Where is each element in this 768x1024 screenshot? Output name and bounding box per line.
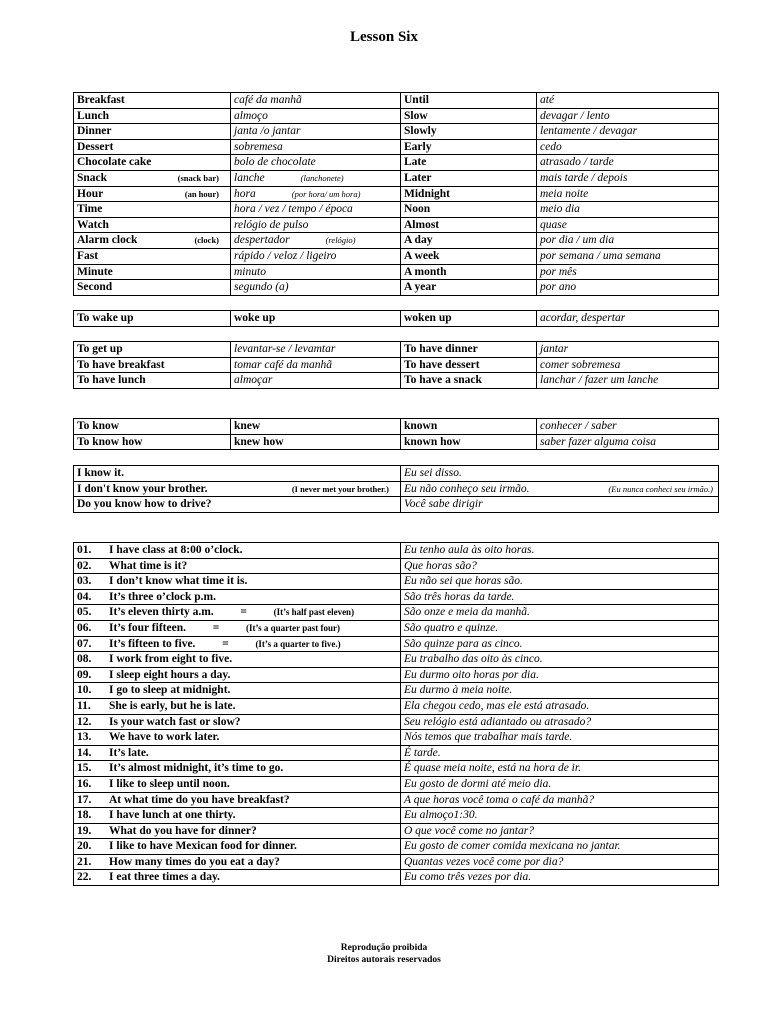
sentence-english bbox=[74, 854, 401, 870]
verb-participle: woken up bbox=[401, 311, 537, 327]
vocab-english bbox=[74, 264, 231, 280]
sentence-english bbox=[74, 808, 401, 824]
example-portuguese-text: Eu sei disso. bbox=[404, 467, 462, 479]
sentence-english bbox=[74, 870, 401, 886]
verb-participle: known how bbox=[401, 434, 537, 450]
table-row bbox=[74, 93, 719, 109]
sentence-number: 08. bbox=[77, 653, 92, 666]
table-row bbox=[74, 605, 719, 621]
sentence-english-text: I go to sleep at midnight. bbox=[109, 684, 231, 697]
footer-line-2: Direitos autorais reservados bbox=[327, 955, 441, 965]
sentence-english-text: I don’t know what time it is. bbox=[109, 575, 248, 588]
sentence-number: 10. bbox=[77, 684, 92, 697]
sentence-english bbox=[74, 667, 401, 683]
sentence-english bbox=[74, 776, 401, 792]
verb-translation: conhecer / saber bbox=[537, 419, 719, 435]
table-row bbox=[74, 776, 719, 792]
sentence-number: 02. bbox=[77, 559, 92, 572]
sentence-english bbox=[74, 714, 401, 730]
vocab-portuguese bbox=[231, 186, 401, 202]
vocab-english-2: Almost bbox=[401, 217, 537, 233]
vocab-english-word: Time bbox=[77, 203, 103, 216]
vocab-portuguese-2: quase bbox=[537, 217, 719, 233]
sentence-english-text: It’s four fifteen. bbox=[109, 621, 186, 634]
page-title: Lesson Six bbox=[350, 29, 418, 45]
vocab-english bbox=[74, 233, 231, 249]
sentence-english bbox=[74, 574, 401, 590]
vocab-portuguese-note: (lanchonete) bbox=[300, 172, 344, 183]
sentence-number: 13. bbox=[77, 731, 92, 744]
vocab-english-2: Late bbox=[401, 155, 537, 171]
table-row bbox=[74, 124, 719, 140]
example-english-text: I don't know your brother. bbox=[77, 482, 208, 495]
vocab-portuguese bbox=[231, 248, 401, 264]
vocab-english-2: Until bbox=[401, 93, 537, 109]
sentence-number: 04. bbox=[77, 590, 92, 603]
vocab-portuguese bbox=[231, 108, 401, 124]
sentence-portuguese: O que você come no jantar? bbox=[401, 823, 719, 839]
sentence-english bbox=[74, 698, 401, 714]
vocab-english-2: Early bbox=[401, 139, 537, 155]
sentence-english-text: She is early, but he is late. bbox=[109, 699, 236, 712]
sentence-english bbox=[74, 620, 401, 636]
sentence-english-text: What time is it? bbox=[109, 559, 188, 572]
phrase-english-2: To have dinner bbox=[401, 342, 537, 358]
vocab-portuguese-word: lanche bbox=[234, 171, 265, 184]
vocab-portuguese-2: mais tarde / depois bbox=[537, 170, 719, 186]
table-row bbox=[74, 870, 719, 886]
table-row bbox=[74, 170, 719, 186]
example-english bbox=[74, 481, 401, 497]
sentence-english bbox=[74, 745, 401, 761]
sentence-portuguese: Ela chegou cedo, mas ele está atrasado. bbox=[401, 698, 719, 714]
vocab-english-2: Noon bbox=[401, 202, 537, 218]
table-row bbox=[74, 574, 719, 590]
phrase-portuguese-2: jantar bbox=[537, 342, 719, 358]
vocab-english-2: Slowly bbox=[401, 124, 537, 140]
vocab-english-2: Midnight bbox=[401, 186, 537, 202]
examples-table bbox=[73, 465, 719, 513]
know-table bbox=[73, 418, 719, 450]
table-row bbox=[74, 745, 719, 761]
table-row bbox=[74, 667, 719, 683]
vocab-portuguese bbox=[231, 155, 401, 171]
phrases-table bbox=[73, 341, 719, 389]
vocab-portuguese-word: café da manhã bbox=[234, 94, 302, 106]
sentence-english-text: I like to have Mexican food for dinner. bbox=[109, 840, 297, 853]
vocab-english bbox=[74, 108, 231, 124]
sentence-english bbox=[74, 543, 401, 559]
verb-translation: acordar, despertar bbox=[537, 311, 719, 327]
vocab-portuguese bbox=[231, 264, 401, 280]
table-row bbox=[74, 108, 719, 124]
vocab-english-word: Breakfast bbox=[77, 94, 125, 106]
vocab-portuguese bbox=[231, 93, 401, 109]
vocab-english-word: Fast bbox=[77, 249, 99, 262]
vocab-english bbox=[74, 186, 231, 202]
table-row bbox=[74, 543, 719, 559]
example-portuguese bbox=[401, 481, 719, 497]
vocab-portuguese-2: meia noite bbox=[537, 186, 719, 202]
example-english-text: I know it. bbox=[77, 467, 124, 479]
phrase-portuguese: tomar café da manhã bbox=[231, 357, 401, 373]
vocab-portuguese-2: devagar / lento bbox=[537, 108, 719, 124]
table-row bbox=[74, 823, 719, 839]
table-row bbox=[74, 792, 719, 808]
vocab-english bbox=[74, 202, 231, 218]
sentence-english-text: At what time do you have breakfast? bbox=[109, 793, 290, 806]
vocab-english-word: Lunch bbox=[77, 109, 109, 122]
vocab-portuguese-word: despertador bbox=[234, 234, 290, 247]
vocab-portuguese-2: até bbox=[537, 93, 719, 109]
vocab-english-2: A year bbox=[401, 280, 537, 296]
sentence-english-text: I have lunch at one thirty. bbox=[109, 809, 236, 822]
sentence-portuguese: São quinze para as cinco. bbox=[401, 636, 719, 652]
table-row bbox=[74, 620, 719, 636]
phrase-portuguese-2: comer sobremesa bbox=[537, 357, 719, 373]
phrase-english-2: To have dessert bbox=[401, 357, 537, 373]
vocab-english-word: Minute bbox=[77, 265, 113, 278]
table-row bbox=[74, 558, 719, 574]
footer bbox=[0, 942, 768, 966]
vocab-portuguese-word: bolo de chocolate bbox=[234, 156, 316, 169]
sentence-number: 15. bbox=[77, 762, 92, 775]
vocab-portuguese-word: sobremesa bbox=[234, 140, 283, 153]
sentence-english-text: It’s eleven thirty a.m. bbox=[109, 606, 214, 619]
vocab-portuguese-word: janta /o jantar bbox=[234, 125, 301, 138]
sentence-english bbox=[74, 605, 401, 621]
example-portuguese bbox=[401, 497, 719, 513]
table-row bbox=[74, 683, 719, 699]
vocab-english bbox=[74, 217, 231, 233]
table-row bbox=[74, 589, 719, 605]
sentence-english-text: I sleep eight hours a day. bbox=[109, 668, 231, 681]
vocab-portuguese bbox=[231, 217, 401, 233]
phrase-portuguese-2: lanchar / fazer um lanche bbox=[537, 373, 719, 389]
vocab-portuguese bbox=[231, 202, 401, 218]
vocab-english-word: Dessert bbox=[77, 140, 114, 153]
sentence-english-text: It’s late. bbox=[109, 746, 149, 759]
vocab-portuguese-word: rápido / veloz / ligeiro bbox=[234, 249, 337, 262]
sentence-number: 11. bbox=[77, 699, 91, 712]
vocab-portuguese bbox=[231, 233, 401, 249]
equals-sign: = bbox=[222, 637, 229, 650]
sentence-english-text: I work from eight to five. bbox=[109, 653, 233, 666]
sentence-english-text: How many times do you eat a day? bbox=[109, 855, 280, 868]
sentences-table bbox=[73, 542, 719, 886]
vocab-portuguese bbox=[231, 139, 401, 155]
vocab-english-word: Dinner bbox=[77, 125, 112, 138]
vocab-english bbox=[74, 170, 231, 186]
sentence-number: 06. bbox=[77, 621, 92, 634]
vocab-portuguese-word: minuto bbox=[234, 265, 266, 278]
sentence-number: 05. bbox=[77, 606, 92, 619]
table-row bbox=[74, 434, 719, 450]
vocab-english-note: (clock) bbox=[194, 235, 219, 246]
sentence-english-text: I like to sleep until noon. bbox=[109, 777, 230, 790]
vocab-english-note: (an hour) bbox=[184, 188, 219, 199]
vocab-portuguese bbox=[231, 170, 401, 186]
table-row bbox=[74, 202, 719, 218]
sentence-portuguese: Quantas vezes você come por dia? bbox=[401, 854, 719, 870]
sentence-english bbox=[74, 652, 401, 668]
vocab-table bbox=[73, 92, 719, 296]
table-row bbox=[74, 761, 719, 777]
verb-past: knew how bbox=[231, 434, 401, 450]
vocab-english-2: A month bbox=[401, 264, 537, 280]
vocab-portuguese bbox=[231, 124, 401, 140]
verb-base: To wake up bbox=[74, 311, 231, 327]
sentence-number: 22. bbox=[77, 871, 92, 884]
sentence-number: 01. bbox=[77, 544, 92, 556]
sentence-english bbox=[74, 589, 401, 605]
sentence-number: 21. bbox=[77, 855, 92, 868]
vocab-english bbox=[74, 124, 231, 140]
vocab-portuguese-word: hora / vez / tempo / época bbox=[234, 203, 353, 216]
vocab-english-2: A week bbox=[401, 248, 537, 264]
table-row bbox=[74, 636, 719, 652]
vocab-portuguese-2: por mês bbox=[537, 264, 719, 280]
verb-past: knew bbox=[231, 419, 401, 435]
verb-translation: saber fazer alguma coisa bbox=[537, 434, 719, 450]
vocab-portuguese-note: (relógio) bbox=[325, 235, 356, 246]
table-row bbox=[74, 808, 719, 824]
vocab-portuguese-word: hora bbox=[234, 187, 256, 200]
example-portuguese-note: (Eu nunca conheci seu irmão.) bbox=[608, 483, 713, 494]
equals-sign: = bbox=[212, 621, 220, 634]
vocab-english bbox=[74, 139, 231, 155]
verb-base: To know how bbox=[74, 434, 231, 450]
table-row bbox=[74, 466, 719, 482]
sentence-english-text: It’s three o’clock p.m. bbox=[109, 590, 216, 603]
sentence-number: 16. bbox=[77, 777, 92, 790]
table-row bbox=[74, 839, 719, 855]
phrase-english: To have lunch bbox=[74, 373, 231, 389]
vocab-english-note: (snack bar) bbox=[177, 172, 219, 183]
sentence-english-text: Is your watch fast or slow? bbox=[109, 715, 241, 728]
table-row bbox=[74, 155, 719, 171]
sentence-portuguese: Que horas são? bbox=[401, 558, 719, 574]
sentence-number: 12. bbox=[77, 715, 92, 728]
vocab-english-2: A day bbox=[401, 233, 537, 249]
table-row bbox=[74, 652, 719, 668]
sentence-portuguese: Eu gosto de dormi até meio dia. bbox=[401, 776, 719, 792]
phrase-english: To have breakfast bbox=[74, 357, 231, 373]
table-row bbox=[74, 481, 719, 497]
sentence-number: 18. bbox=[77, 809, 92, 822]
vocab-english bbox=[74, 155, 231, 171]
sentence-number: 07. bbox=[77, 637, 92, 650]
sentence-number: 09. bbox=[77, 668, 92, 681]
table-row bbox=[74, 419, 719, 435]
sentence-english-text: I have class at 8:00 o’clock. bbox=[109, 544, 243, 556]
vocab-portuguese-word: relógio de pulso bbox=[234, 218, 309, 231]
vocab-portuguese bbox=[231, 280, 401, 296]
vocab-portuguese-word: segundo (a) bbox=[234, 281, 289, 294]
sentence-english bbox=[74, 839, 401, 855]
example-portuguese-text: Eu não conheço seu irmão. bbox=[404, 482, 530, 495]
sentence-portuguese: Seu relógio está adiantado ou atrasado? bbox=[401, 714, 719, 730]
table-row bbox=[74, 373, 719, 389]
sentence-portuguese: Eu almoço1:30. bbox=[401, 808, 719, 824]
sentence-english bbox=[74, 683, 401, 699]
sentence-number: 17. bbox=[77, 793, 92, 806]
table-row bbox=[74, 854, 719, 870]
sentence-portuguese: A que horas você toma o café da manhã? bbox=[401, 792, 719, 808]
example-english bbox=[74, 466, 401, 482]
phrase-portuguese: almoçar bbox=[231, 373, 401, 389]
wake-up-table bbox=[73, 310, 719, 327]
table-row bbox=[74, 730, 719, 746]
vocab-portuguese-2: por ano bbox=[537, 280, 719, 296]
verb-base: To know bbox=[74, 419, 231, 435]
sentence-portuguese: Eu trabalho das oito às cinco. bbox=[401, 652, 719, 668]
sentence-english bbox=[74, 761, 401, 777]
sentence-portuguese: Eu durmo oito horas por dia. bbox=[401, 667, 719, 683]
example-english bbox=[74, 497, 401, 513]
vocab-english-word: Chocolate cake bbox=[77, 156, 152, 169]
phrase-english: To get up bbox=[74, 342, 231, 358]
vocab-portuguese-2: por dia / um dia bbox=[537, 233, 719, 249]
sentence-english-text: We have to work later. bbox=[109, 731, 220, 744]
table-row bbox=[74, 248, 719, 264]
sentence-number: 14. bbox=[77, 746, 92, 759]
phrase-english-2: To have a snack bbox=[401, 373, 537, 389]
sentence-portuguese: Eu gosto de comer comida mexicana no jantar. bbox=[401, 839, 719, 855]
vocab-portuguese-note: (por hora/ um hora) bbox=[291, 188, 361, 199]
table-row bbox=[74, 497, 719, 513]
vocab-portuguese-word: almoço bbox=[234, 109, 268, 122]
sentence-portuguese: É quase meia noite, está na hora de ir. bbox=[401, 761, 719, 777]
sentence-portuguese: Eu como três vezes por dia. bbox=[401, 870, 719, 886]
vocab-portuguese-2: cedo bbox=[537, 139, 719, 155]
sentence-english bbox=[74, 730, 401, 746]
vocab-english bbox=[74, 248, 231, 264]
sentence-english bbox=[74, 792, 401, 808]
vocab-english-word: Hour bbox=[77, 187, 104, 200]
table-row bbox=[74, 357, 719, 373]
table-row bbox=[74, 233, 719, 249]
sentence-note: (It’s a quarter past four) bbox=[245, 622, 340, 633]
sentence-english-text: I eat three times a day. bbox=[109, 871, 220, 884]
sentence-note: (It’s half past eleven) bbox=[273, 607, 355, 618]
vocab-portuguese-2: atrasado / tarde bbox=[537, 155, 719, 171]
sentence-english-text: What do you have for dinner? bbox=[109, 824, 257, 837]
vocab-english-word: Watch bbox=[77, 218, 109, 231]
sentence-portuguese: Eu tenho aula às oito horas. bbox=[401, 543, 719, 559]
vocab-english bbox=[74, 280, 231, 296]
vocab-english-word: Alarm clock bbox=[77, 234, 138, 247]
sentence-english bbox=[74, 636, 401, 652]
vocab-english-2: Later bbox=[401, 170, 537, 186]
sentence-portuguese: É tarde. bbox=[401, 745, 719, 761]
example-english-text: Do you know how to drive? bbox=[77, 498, 212, 511]
example-portuguese-text: Você sabe dirigir bbox=[404, 498, 483, 511]
table-row bbox=[74, 342, 719, 358]
footer-line-1: Reprodução proibida bbox=[340, 943, 428, 953]
sentence-english-text: It’s almost midnight, it’s time to go. bbox=[109, 762, 284, 775]
sentence-english bbox=[74, 823, 401, 839]
sentence-number: 20. bbox=[77, 840, 92, 853]
example-portuguese bbox=[401, 466, 719, 482]
table-row bbox=[74, 280, 719, 296]
table-row bbox=[74, 186, 719, 202]
verb-past: woke up bbox=[231, 311, 401, 327]
example-english-note: (I never met your brother.) bbox=[291, 483, 389, 494]
vocab-english-word: Snack bbox=[77, 171, 108, 184]
vocab-portuguese-2: por semana / uma semana bbox=[537, 248, 719, 264]
sentence-portuguese: São onze e meia da manhã. bbox=[401, 605, 719, 621]
vocab-english-2: Slow bbox=[401, 108, 537, 124]
sentence-portuguese: São três horas da tarde. bbox=[401, 589, 719, 605]
vocab-english bbox=[74, 93, 231, 109]
sentence-portuguese: Eu não sei que horas são. bbox=[401, 574, 719, 590]
sentence-portuguese: Eu durmo à meia noite. bbox=[401, 683, 719, 699]
phrase-portuguese: levantar-se / levamtar bbox=[231, 342, 401, 358]
table-row bbox=[74, 217, 719, 233]
sentence-note: (It’s a quarter to five.) bbox=[255, 638, 341, 649]
sentence-english-text: It’s fifteen to five. bbox=[109, 637, 196, 650]
table-row bbox=[74, 139, 719, 155]
table-row bbox=[74, 698, 719, 714]
vocab-portuguese-2: lentamente / devagar bbox=[537, 124, 719, 140]
table-row bbox=[74, 714, 719, 730]
sentence-english bbox=[74, 558, 401, 574]
table-row bbox=[74, 264, 719, 280]
vocab-english-word: Second bbox=[77, 281, 113, 294]
sentence-number: 19. bbox=[77, 824, 92, 837]
sentence-number: 03. bbox=[77, 575, 92, 588]
verb-participle: known bbox=[401, 419, 537, 435]
vocab-portuguese-2: meio dia bbox=[537, 202, 719, 218]
sentence-portuguese: São quatro e quinze. bbox=[401, 620, 719, 636]
sentence-portuguese: Nós temos que trabalhar mais tarde. bbox=[401, 730, 719, 746]
table-row bbox=[74, 311, 719, 327]
equals-sign: = bbox=[240, 606, 247, 619]
